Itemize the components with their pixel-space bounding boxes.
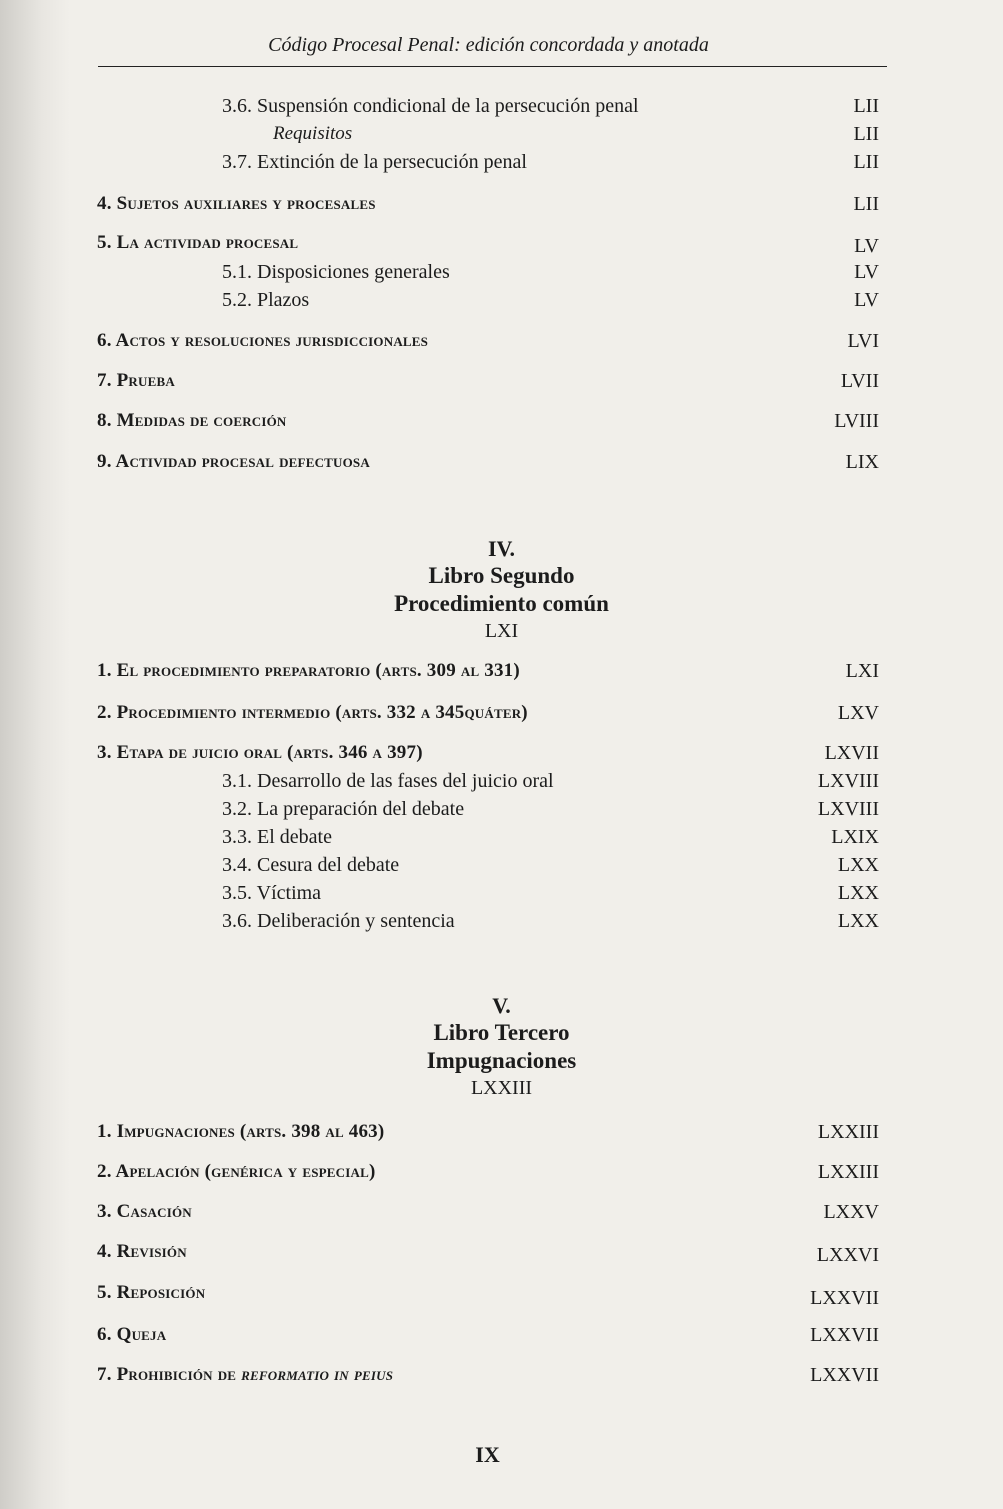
book-subtitle: Impugnaciones xyxy=(426,1048,577,1073)
toc-heading-label: 1. El procedimiento preparatorio (arts. 309 al 331) xyxy=(97,660,520,681)
toc-entry-label: 3.5. Víctima xyxy=(222,882,322,904)
toc-entry xyxy=(0,123,1003,149)
toc-heading-page: LII xyxy=(853,193,879,215)
toc-heading xyxy=(0,193,1003,219)
page-folio: IX xyxy=(475,1442,500,1467)
header-rule xyxy=(98,66,887,67)
toc-heading-label: 2. Procedimiento intermedio (arts. 332 a 345quáter) xyxy=(97,702,528,723)
toc-entry-page: LXVIII xyxy=(817,798,879,820)
toc-entry-page: LII xyxy=(853,151,879,173)
toc-entry-page: LXX xyxy=(837,910,879,932)
toc-entry-label: 3.1. Desarrollo de las fases del juicio oral xyxy=(222,770,554,792)
toc-heading-page: LVII xyxy=(840,370,879,392)
toc-heading xyxy=(0,451,1003,477)
toc-entry-label: 3.4. Cesura del debate xyxy=(222,854,400,876)
toc-heading-label: 4. Sujetos auxiliares y procesales xyxy=(97,193,376,214)
toc-heading xyxy=(0,1121,1003,1147)
toc-heading-page: LXXVII xyxy=(810,1324,879,1346)
toc-entry-label: Requisitos xyxy=(273,123,353,144)
toc-heading xyxy=(0,1161,1003,1187)
book-heading-tercero xyxy=(0,993,1003,1101)
toc-heading-page: LXI xyxy=(845,660,879,682)
toc-heading-label: 3. Etapa de juicio oral (arts. 346 a 397) xyxy=(97,742,423,763)
toc-heading-page: LXXIII xyxy=(817,1161,879,1183)
book-page: LXXIII xyxy=(470,1077,533,1099)
toc-entry xyxy=(0,798,1003,824)
toc-heading xyxy=(0,232,1003,258)
toc-entry xyxy=(0,770,1003,796)
toc-entry-label: 5.2. Plazos xyxy=(222,289,310,311)
toc-heading-label: 6. Queja xyxy=(97,1324,167,1345)
toc-entry-page: LXVIII xyxy=(817,770,879,792)
toc-heading-label: 6. Actos y resoluciones jurisdiccionales xyxy=(97,330,429,351)
toc-heading-label: 9. Actividad procesal defectuosa xyxy=(97,451,370,472)
toc-entry xyxy=(0,261,1003,287)
book-subtitle: Procedimiento común xyxy=(394,591,609,616)
toc-heading-label: 3. Casación xyxy=(97,1201,192,1222)
toc-entry-label: 3.2. La preparación del debate xyxy=(222,798,465,820)
toc-heading-page: LV xyxy=(854,235,879,257)
toc-heading xyxy=(0,330,1003,356)
toc-heading xyxy=(0,1241,1003,1267)
toc-entry-label: 3.6. Deliberación y sentencia xyxy=(222,910,455,932)
toc-heading xyxy=(0,660,1003,686)
toc-heading-page: LXXIII xyxy=(817,1121,879,1143)
toc-heading-label: 2. Apelación (genérica y especial) xyxy=(97,1161,376,1182)
toc-entry-label: 5.1. Disposiciones generales xyxy=(222,261,450,283)
toc-entry xyxy=(0,826,1003,852)
toc-entry-page: LII xyxy=(853,123,879,145)
toc-heading-label: 1. Impugnaciones (arts. 398 al 463) xyxy=(97,1121,385,1142)
toc-heading xyxy=(0,410,1003,436)
toc-heading-page: LXXVII xyxy=(810,1287,879,1309)
book-roman-numeral: V. xyxy=(492,993,511,1018)
toc-entry xyxy=(0,910,1003,936)
toc-heading xyxy=(0,1364,1003,1390)
toc-heading-label xyxy=(97,1364,393,1386)
toc-heading-page: LVI xyxy=(847,330,879,352)
toc-heading-label-italic: reformatio in peius xyxy=(241,1364,394,1385)
toc-entry-label: 3.7. Extinción de la persecución penal xyxy=(222,151,527,173)
toc-heading xyxy=(0,702,1003,728)
toc-entry-page: LV xyxy=(854,289,879,311)
toc-entry xyxy=(0,151,1003,177)
toc-entry-page: LII xyxy=(853,95,879,117)
toc-heading xyxy=(0,370,1003,396)
toc-heading xyxy=(0,1282,1003,1308)
book-page: LXI xyxy=(484,620,519,642)
toc-heading-page: LVIII xyxy=(834,410,879,432)
book-title: Libro Segundo xyxy=(428,563,575,588)
toc-heading-label: 4. Revisión xyxy=(97,1241,187,1262)
running-head: Código Procesal Penal: edición concordada y anotada xyxy=(268,34,709,56)
toc-entry-page: LXX xyxy=(837,882,879,904)
toc-entry-page: LXX xyxy=(837,854,879,876)
toc-heading-label: 5. La actividad procesal xyxy=(97,232,299,253)
book-roman-numeral: IV. xyxy=(487,536,516,561)
toc-heading xyxy=(0,1324,1003,1350)
book-heading-segundo xyxy=(0,536,1003,644)
toc-entry xyxy=(0,854,1003,880)
toc-heading-page: LXXVII xyxy=(810,1364,879,1386)
toc-heading-page: LXXVI xyxy=(816,1244,879,1266)
toc-heading-label: 7. Prueba xyxy=(97,370,175,391)
toc-heading xyxy=(0,1201,1003,1227)
toc-heading-page: LXXV xyxy=(823,1201,879,1223)
toc-heading-label-prefix: 7. Prohibición de xyxy=(97,1364,242,1385)
book-title: Libro Tercero xyxy=(433,1020,570,1045)
toc-entry xyxy=(0,882,1003,908)
toc-heading xyxy=(0,742,1003,768)
toc-entry-label: 3.3. El debate xyxy=(222,826,332,848)
toc-heading-label: 8. Medidas de coerción xyxy=(97,410,287,431)
toc-entry xyxy=(0,289,1003,315)
toc-heading-page: LXV xyxy=(837,702,879,724)
toc-entry-label: 3.6. Suspensión condicional de la persecución penal xyxy=(222,95,639,117)
toc-entry-page: LXIX xyxy=(831,826,879,848)
toc-entry xyxy=(0,95,1003,121)
toc-heading-page: LXVII xyxy=(824,742,879,764)
toc-heading-page: LIX xyxy=(845,451,879,473)
toc-heading-label: 5. Reposición xyxy=(97,1282,206,1303)
toc-entry-page: LV xyxy=(854,261,879,283)
